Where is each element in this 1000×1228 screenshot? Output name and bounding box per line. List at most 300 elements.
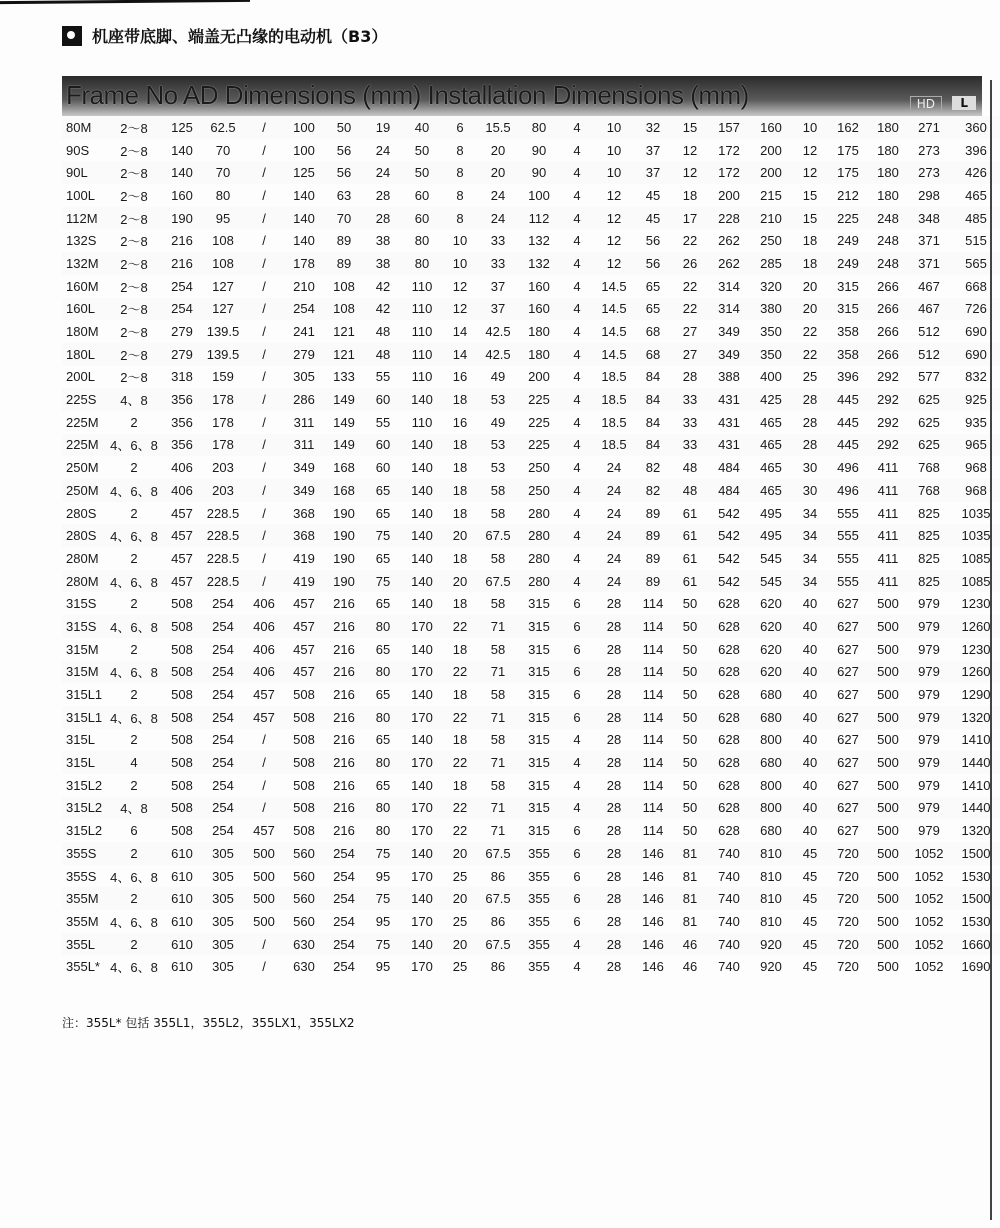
table-cell: 292: [877, 437, 899, 453]
table-cell: 18: [452, 460, 468, 476]
table-cell: 140: [411, 777, 433, 793]
table-cell: 18: [802, 255, 818, 271]
table-cell: /: [262, 482, 266, 498]
table-cell: 140: [411, 505, 433, 521]
table-cell: 4: [573, 233, 581, 249]
table-row: [62, 298, 1000, 321]
table-cell: 24: [606, 460, 622, 476]
table-cell: 349: [293, 460, 315, 476]
table-cell: 10: [452, 233, 468, 249]
table-cell: 216: [333, 687, 355, 703]
table-cell: 18: [452, 437, 468, 453]
table-cell: 140: [411, 596, 433, 612]
table-cell: 25: [452, 913, 468, 929]
table-cell: 215: [760, 187, 782, 203]
frame-cell: 225M: [66, 414, 99, 430]
table-cell: 19: [375, 119, 391, 135]
table-cell: 80: [375, 709, 391, 725]
table-cell: 680: [760, 709, 782, 725]
table-cell: 406: [253, 664, 275, 680]
frame-cell: 280M: [66, 573, 99, 589]
table-cell: 84: [645, 414, 661, 430]
table-row: [62, 933, 1000, 956]
table-cell: 254: [333, 845, 355, 861]
table-cell: /: [262, 959, 266, 975]
table-cell: 457: [171, 550, 193, 566]
table-cell: 500: [877, 823, 899, 839]
poles-cell: 2～8: [120, 325, 148, 341]
table-cell: 61: [682, 528, 698, 544]
frame-cell: 112M: [66, 210, 98, 226]
table-cell: 248: [877, 210, 899, 226]
table-row: [62, 320, 1000, 343]
table-row: [62, 910, 1000, 933]
table-cell: 110: [411, 301, 433, 317]
table-cell: 280: [528, 573, 550, 589]
table-cell: 411: [877, 550, 899, 566]
table-cell: 356: [171, 414, 193, 430]
table-cell: 170: [411, 913, 433, 929]
table-cell: 560: [293, 845, 315, 861]
table-cell: 55: [375, 369, 391, 385]
table-cell: 75: [375, 845, 391, 861]
table-cell: 20: [802, 301, 818, 317]
table-cell: 248: [877, 255, 899, 271]
table-cell: 560: [293, 868, 315, 884]
table-cell: 285: [760, 255, 782, 271]
table-cell: 979: [918, 755, 940, 771]
table-cell: 979: [918, 823, 940, 839]
table-cell: 45: [802, 936, 818, 952]
table-cell: 82: [645, 482, 661, 498]
table-cell: 168: [333, 482, 355, 498]
table-cell: 406: [171, 460, 193, 476]
table-cell: 125: [171, 119, 193, 135]
table-row: [62, 161, 1000, 184]
table-cell: 315: [528, 618, 550, 634]
table-cell: 63: [336, 187, 352, 203]
frame-cell: 355M: [66, 913, 99, 929]
table-cell: 84: [645, 369, 661, 385]
table-cell: 89: [645, 505, 661, 521]
table-cell: 979: [918, 800, 940, 816]
table-cell: 620: [760, 596, 782, 612]
table-cell: 8: [456, 210, 464, 226]
table-cell: 25: [452, 868, 468, 884]
table-cell: 190: [171, 210, 193, 226]
table-cell: 22: [452, 800, 468, 816]
table-row: [62, 184, 1000, 207]
table-cell: 139.5: [206, 346, 240, 362]
table-cell: 555: [837, 505, 859, 521]
table-cell: 6: [573, 596, 581, 612]
table-cell: 500: [877, 936, 899, 952]
table-cell: 979: [918, 687, 940, 703]
table-cell: 18: [452, 482, 468, 498]
table-cell: 28: [375, 187, 391, 203]
table-cell: 355: [528, 936, 550, 952]
table-cell: 17: [682, 210, 698, 226]
table-cell: 500: [877, 596, 899, 612]
scan-edge: [990, 80, 992, 1220]
poles-cell: 4、6、8: [110, 483, 158, 499]
table-cell: 114: [642, 823, 664, 839]
table-cell: 627: [837, 687, 859, 703]
table-cell: 75: [375, 573, 391, 589]
table-cell: 1035: [961, 528, 991, 544]
table-cell: 28: [375, 210, 391, 226]
table-cell: 67.5: [485, 891, 511, 907]
table-cell: 254: [171, 301, 193, 317]
table-cell: 28: [606, 777, 622, 793]
table-cell: 146: [642, 936, 664, 952]
table-cell: 140: [293, 187, 315, 203]
table-cell: 4: [573, 278, 581, 294]
table-row: [62, 275, 1000, 298]
table-cell: 411: [877, 460, 899, 476]
table-cell: 65: [645, 301, 661, 317]
table-cell: 20: [452, 936, 468, 952]
table-cell: 40: [802, 687, 818, 703]
table-cell: 1290: [961, 687, 991, 703]
table-cell: 175: [837, 165, 859, 181]
table-cell: 40: [802, 596, 818, 612]
poles-cell: 4、8: [120, 801, 148, 817]
table-cell: 18: [452, 392, 468, 408]
table-cell: 178: [212, 437, 234, 453]
table-cell: 20: [452, 573, 468, 589]
table-cell: 28: [606, 618, 622, 634]
table-cell: 225: [528, 392, 550, 408]
table-cell: 28: [802, 414, 818, 430]
table-cell: 500: [877, 800, 899, 816]
table-cell: 160: [171, 187, 193, 203]
table-cell: 318: [171, 369, 193, 385]
table-cell: 254: [212, 732, 234, 748]
poles-cell: 4、6、8: [110, 619, 158, 635]
table-cell: 4: [573, 392, 581, 408]
table-cell: 720: [837, 868, 859, 884]
table-cell: 22: [802, 324, 818, 340]
table-cell: 216: [333, 618, 355, 634]
table-cell: 170: [411, 959, 433, 975]
table-cell: 6: [573, 664, 581, 680]
table-cell: 20: [490, 142, 506, 158]
table-cell: 114: [642, 777, 664, 793]
table-cell: 508: [293, 823, 315, 839]
table-cell: 627: [837, 755, 859, 771]
table-cell: 266: [877, 324, 899, 340]
table-cell: 216: [333, 777, 355, 793]
table-cell: 12: [682, 165, 698, 181]
table-cell: 12: [606, 233, 622, 249]
poles-cell: 2: [130, 414, 138, 430]
table-cell: 40: [414, 119, 430, 135]
table-cell: 146: [642, 845, 664, 861]
table-cell: 50: [414, 165, 430, 181]
table-cell: 40: [802, 641, 818, 657]
table-cell: 350: [760, 324, 782, 340]
table-cell: 979: [918, 641, 940, 657]
frame-cell: 315S: [66, 618, 97, 634]
table-cell: 127: [212, 278, 234, 294]
table-cell: 18: [452, 687, 468, 703]
table-cell: 81: [682, 891, 698, 907]
table-cell: 4: [573, 732, 581, 748]
table-cell: 254: [293, 301, 315, 317]
table-cell: 768: [918, 460, 940, 476]
table-cell: 1052: [914, 959, 944, 975]
table-cell: 18.5: [601, 369, 627, 385]
table-cell: 40: [802, 664, 818, 680]
table-cell: 1500: [961, 845, 991, 861]
table-cell: 22: [682, 233, 698, 249]
table-cell: 60: [375, 460, 391, 476]
table-cell: 431: [718, 414, 740, 430]
table-cell: 28: [606, 596, 622, 612]
table-cell: /: [262, 346, 266, 362]
table-cell: 53: [490, 437, 506, 453]
table-cell: 28: [606, 732, 622, 748]
table-cell: 65: [375, 596, 391, 612]
poles-cell: 2: [130, 845, 138, 861]
table-cell: 114: [642, 800, 664, 816]
poles-cell: 6: [130, 823, 138, 839]
table-cell: 254: [212, 664, 234, 680]
table-cell: 89: [336, 255, 352, 271]
table-cell: 311: [293, 414, 315, 430]
poles-cell: 2: [130, 596, 138, 612]
table-cell: 48: [682, 482, 698, 498]
table-cell: 50: [682, 732, 698, 748]
table-cell: 6: [573, 891, 581, 907]
table-cell: 14: [452, 324, 468, 340]
table-cell: 286: [293, 392, 315, 408]
table-cell: 50: [682, 596, 698, 612]
table-cell: 140: [171, 165, 193, 181]
table-cell: 180: [528, 324, 550, 340]
table-cell: 627: [837, 618, 859, 634]
table-cell: 4: [573, 369, 581, 385]
table-cell: 768: [918, 482, 940, 498]
table-cell: 89: [645, 573, 661, 589]
table-cell: 560: [293, 913, 315, 929]
table-cell: 508: [171, 709, 193, 725]
table-cell: 627: [837, 641, 859, 657]
table-cell: 6: [573, 845, 581, 861]
table-cell: 48: [375, 324, 391, 340]
frame-cell: 160L: [66, 301, 95, 317]
table-cell: 58: [490, 482, 506, 498]
table-cell: 396: [965, 142, 987, 158]
table-cell: 180: [877, 187, 899, 203]
table-cell: 315: [837, 278, 859, 294]
frame-cell: 280S: [66, 505, 97, 521]
table-cell: 350: [760, 346, 782, 362]
table-cell: 27: [682, 324, 698, 340]
table-cell: 65: [645, 278, 661, 294]
table-cell: 22: [452, 755, 468, 771]
table-cell: 979: [918, 596, 940, 612]
table-cell: 140: [171, 142, 193, 158]
poles-cell: 2: [130, 891, 138, 907]
table-cell: 720: [837, 936, 859, 952]
table-cell: 108: [333, 278, 355, 294]
table-cell: 720: [837, 959, 859, 975]
table-cell: 500: [877, 755, 899, 771]
table-cell: 508: [171, 777, 193, 793]
table-cell: 95: [375, 868, 391, 884]
table-cell: 22: [802, 346, 818, 362]
table-cell: 121: [333, 324, 355, 340]
table-cell: /: [262, 800, 266, 816]
table-cell: 180: [877, 119, 899, 135]
table-cell: 1660: [961, 936, 991, 952]
table-cell: 216: [333, 709, 355, 725]
table-cell: 12: [452, 301, 468, 317]
table-cell: 500: [877, 777, 899, 793]
table-cell: 280: [528, 505, 550, 521]
table-cell: 1260: [961, 618, 991, 634]
table-cell: 555: [837, 550, 859, 566]
table-cell: 4: [573, 573, 581, 589]
table-cell: 680: [760, 755, 782, 771]
table-cell: 34: [802, 573, 818, 589]
table-cell: 355: [528, 868, 550, 884]
table-cell: 1085: [961, 573, 991, 589]
table-cell: 28: [606, 709, 622, 725]
table-cell: 431: [718, 437, 740, 453]
table-cell: 273: [918, 142, 940, 158]
table-cell: 979: [918, 732, 940, 748]
table-cell: 315: [528, 777, 550, 793]
table-cell: 22: [452, 618, 468, 634]
table-cell: 508: [171, 664, 193, 680]
table-cell: 825: [918, 573, 940, 589]
table-cell: 508: [171, 755, 193, 771]
table-cell: 12: [802, 142, 818, 158]
table-cell: 216: [333, 596, 355, 612]
table-cell: 190: [333, 550, 355, 566]
table-cell: 625: [918, 437, 940, 453]
table-cell: 371: [918, 255, 940, 271]
table-cell: 132: [528, 255, 550, 271]
table-cell: 200: [718, 187, 740, 203]
table-cell: 114: [642, 732, 664, 748]
table-cell: 149: [333, 414, 355, 430]
table-cell: 457: [293, 618, 315, 634]
table-cell: 314: [718, 301, 740, 317]
table-cell: 60: [375, 437, 391, 453]
table-cell: 70: [215, 142, 231, 158]
table-cell: 12: [802, 165, 818, 181]
table-cell: 508: [293, 800, 315, 816]
table-cell: 178: [293, 255, 315, 271]
table-row: [62, 819, 1000, 842]
poles-cell: 4、6、8: [110, 710, 158, 726]
table-row: [62, 706, 1000, 729]
table-cell: 627: [837, 800, 859, 816]
table-cell: 4: [573, 528, 581, 544]
poles-cell: 2～8: [120, 188, 148, 204]
table-cell: 620: [760, 641, 782, 657]
table-cell: 114: [642, 755, 664, 771]
table-cell: 132: [528, 233, 550, 249]
table-cell: 508: [293, 709, 315, 725]
table-cell: 40: [802, 823, 818, 839]
table-cell: 149: [333, 392, 355, 408]
poles-cell: 2～8: [120, 302, 148, 318]
table-cell: 20: [490, 165, 506, 181]
table-cell: 22: [452, 709, 468, 725]
table-cell: 625: [918, 392, 940, 408]
table-cell: 49: [490, 414, 506, 430]
table-cell: 4: [573, 301, 581, 317]
table-row: [62, 207, 1000, 230]
table-cell: 610: [171, 959, 193, 975]
table-cell: 4: [573, 119, 581, 135]
table-cell: 1320: [961, 823, 991, 839]
table-cell: 12: [606, 187, 622, 203]
table-cell: 12: [606, 210, 622, 226]
table-cell: 508: [171, 641, 193, 657]
table-cell: 1052: [914, 936, 944, 952]
table-cell: 10: [452, 255, 468, 271]
table-cell: 28: [682, 369, 698, 385]
table-cell: 740: [718, 959, 740, 975]
table-cell: 254: [212, 709, 234, 725]
table-cell: 228: [718, 210, 740, 226]
table-cell: 10: [606, 142, 622, 158]
table-row: [62, 774, 1000, 797]
poles-cell: 2: [130, 641, 138, 657]
table-cell: 825: [918, 528, 940, 544]
table-row: [62, 456, 1000, 479]
table-cell: 500: [253, 913, 275, 929]
table-cell: 355: [528, 845, 550, 861]
table-row: [62, 570, 1000, 593]
table-cell: 18: [452, 641, 468, 657]
table-cell: 680: [760, 687, 782, 703]
table-cell: 254: [212, 777, 234, 793]
table-cell: 28: [606, 959, 622, 975]
table-cell: 484: [718, 482, 740, 498]
table-cell: 512: [918, 346, 940, 362]
table-cell: 628: [718, 664, 740, 680]
table-cell: 6: [573, 868, 581, 884]
table-cell: 216: [171, 233, 193, 249]
table-cell: 216: [333, 641, 355, 657]
table-cell: 28: [606, 664, 622, 680]
table-cell: 500: [877, 913, 899, 929]
table-cell: 58: [490, 777, 506, 793]
table-cell: 216: [333, 664, 355, 680]
table-header-text: Frame No AD Dimensions (mm) Installation Dimensions (mm): [66, 80, 749, 110]
table-cell: 24: [606, 550, 622, 566]
table-cell: 45: [802, 959, 818, 975]
table-cell: 34: [802, 550, 818, 566]
poles-cell: 2: [130, 777, 138, 793]
table-cell: 114: [642, 709, 664, 725]
table-cell: /: [262, 369, 266, 385]
table-cell: 71: [490, 800, 506, 816]
table-cell: 4: [573, 255, 581, 271]
table-cell: 305: [212, 959, 234, 975]
table-cell: 250: [760, 233, 782, 249]
poles-cell: 2～8: [120, 370, 148, 386]
table-cell: 32: [645, 119, 661, 135]
table-cell: 457: [293, 641, 315, 657]
